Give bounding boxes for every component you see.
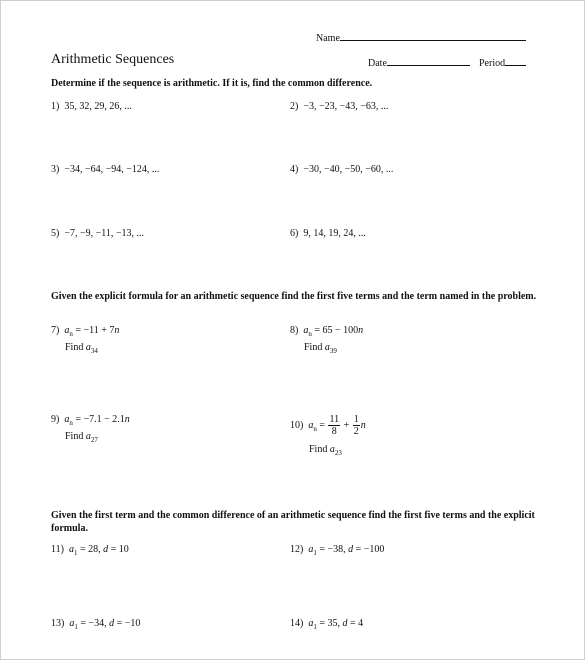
problem-1 xyxy=(51,101,132,112)
first-term-value: = −34, xyxy=(77,618,110,629)
problem-10-find xyxy=(309,444,342,455)
problem-4 xyxy=(290,164,393,175)
problem-number: 5) xyxy=(51,228,60,239)
problem-number: 1) xyxy=(51,101,60,112)
problem-11 xyxy=(51,544,129,555)
fraction-1-numerator: 11 xyxy=(329,414,340,425)
first-term-variable: a xyxy=(308,618,314,629)
problem-number: 3) xyxy=(51,164,60,175)
name-label: Name xyxy=(316,33,340,44)
find-variable: a xyxy=(324,342,330,353)
problem-9 xyxy=(51,414,130,425)
find-variable: a xyxy=(329,444,335,455)
difference-variable: d xyxy=(348,544,354,555)
fraction-1 xyxy=(328,414,340,437)
problem-number: 4) xyxy=(290,164,299,175)
formula-variable: a xyxy=(64,414,70,425)
formula-subscript: n xyxy=(69,419,73,427)
date-field xyxy=(368,56,470,69)
problem-6 xyxy=(290,228,366,239)
find-subscript: 34 xyxy=(90,347,98,355)
formula-rhs-variable: n xyxy=(124,414,130,425)
problem-12 xyxy=(290,544,384,555)
problem-number: 8) xyxy=(290,325,299,336)
formula-subscript: n xyxy=(313,424,317,433)
fraction-2-numerator: 1 xyxy=(353,414,359,425)
problem-2 xyxy=(290,101,388,112)
name-line xyxy=(340,31,526,41)
first-term-subscript: 1 xyxy=(313,549,317,557)
find-label: Find xyxy=(65,431,86,442)
find-variable: a xyxy=(85,342,91,353)
problem-14 xyxy=(290,618,363,629)
problem-number: 14) xyxy=(290,618,304,629)
section2-instructions: Given the explicit formula for an arithmetic sequence find the first five terms and the term named in the problem. xyxy=(51,291,537,302)
formula-rhs-variable: n xyxy=(360,419,366,431)
difference-value: = −100 xyxy=(353,544,385,555)
problem-number: 10) xyxy=(290,419,304,431)
problem-text: 9, 14, 19, 24, ... xyxy=(303,228,366,239)
problem-5 xyxy=(51,228,144,239)
date-label: Date xyxy=(368,58,387,69)
problem-number: 6) xyxy=(290,228,299,239)
first-term-variable: a xyxy=(308,544,314,555)
difference-variable: d xyxy=(109,618,115,629)
first-term-variable: a xyxy=(68,544,74,555)
first-term-subscript: 1 xyxy=(313,623,317,631)
fraction-1-denominator: 8 xyxy=(331,426,337,437)
problem-8 xyxy=(290,325,363,336)
problem-number: 12) xyxy=(290,544,304,555)
difference-value: = 10 xyxy=(108,544,129,555)
first-term-value: = −38, xyxy=(316,544,349,555)
difference-variable: d xyxy=(342,618,348,629)
problem-number: 11) xyxy=(51,544,64,555)
problem-7 xyxy=(51,325,119,336)
formula-rhs: = −7.1 − 2.1 xyxy=(72,414,125,425)
page-title: Arithmetic Sequences xyxy=(51,52,175,67)
problem-number: 2) xyxy=(290,101,299,112)
section1-instructions: Determine if the sequence is arithmetic. If it is, find the common difference. xyxy=(51,78,373,89)
problem-10 xyxy=(290,414,366,437)
find-label: Find xyxy=(65,342,86,353)
find-label: Find xyxy=(309,444,330,455)
fraction-2-denominator: 2 xyxy=(353,426,359,437)
first-term-value: = 28, xyxy=(77,544,104,555)
formula-subscript: n xyxy=(308,330,312,338)
problem-number: 7) xyxy=(51,325,60,336)
first-term-value: = 35, xyxy=(316,618,343,629)
date-line xyxy=(387,56,470,66)
period-line xyxy=(505,56,526,66)
formula-equals: = xyxy=(316,419,328,431)
problem-9-find xyxy=(65,431,98,442)
find-label: Find xyxy=(304,342,325,353)
problem-number: 13) xyxy=(51,618,65,629)
difference-value: = −10 xyxy=(114,618,141,629)
find-variable: a xyxy=(85,431,91,442)
problem-text: −30, −40, −50, −60, ... xyxy=(303,164,394,175)
formula-subscript: n xyxy=(69,330,73,338)
problem-13 xyxy=(51,618,140,629)
formula-variable: a xyxy=(303,325,309,336)
section3-instructions: Given the first term and the common difference of an arithmetic sequence find the first five terms and the explicit formula. xyxy=(51,510,535,534)
period-field xyxy=(479,56,526,69)
period-label: Period xyxy=(479,58,506,69)
problem-number: 9) xyxy=(51,414,60,425)
difference-value: = 4 xyxy=(347,618,364,629)
formula-rhs: = −11 + 7 xyxy=(72,325,115,336)
problem-3 xyxy=(51,164,159,175)
find-subscript: 23 xyxy=(334,449,342,457)
problem-text: −3, −23, −43, −63, ... xyxy=(303,101,389,112)
name-field xyxy=(316,31,526,44)
first-term-subscript: 1 xyxy=(74,623,78,631)
difference-variable: d xyxy=(103,544,109,555)
formula-rhs: = 65 − 100 xyxy=(311,325,359,336)
first-term-variable: a xyxy=(69,618,75,629)
first-term-subscript: 1 xyxy=(73,549,78,557)
formula-rhs-variable: n xyxy=(114,325,120,336)
find-subscript: 27 xyxy=(90,436,98,444)
problem-text: −7, −9, −11, −13, ... xyxy=(64,228,145,239)
formula-plus: + xyxy=(341,419,352,431)
formula-variable: a xyxy=(308,419,314,431)
problem-text: 35, 32, 29, 26, ... xyxy=(64,101,132,112)
find-subscript: 39 xyxy=(329,347,337,355)
problem-text: −34, −64, −94, −124, ... xyxy=(64,164,160,175)
formula-variable: a xyxy=(64,325,70,336)
fraction-2 xyxy=(353,414,360,437)
problem-8-find xyxy=(304,342,337,353)
formula-rhs-variable: n xyxy=(358,325,364,336)
problem-7-find xyxy=(65,342,98,353)
